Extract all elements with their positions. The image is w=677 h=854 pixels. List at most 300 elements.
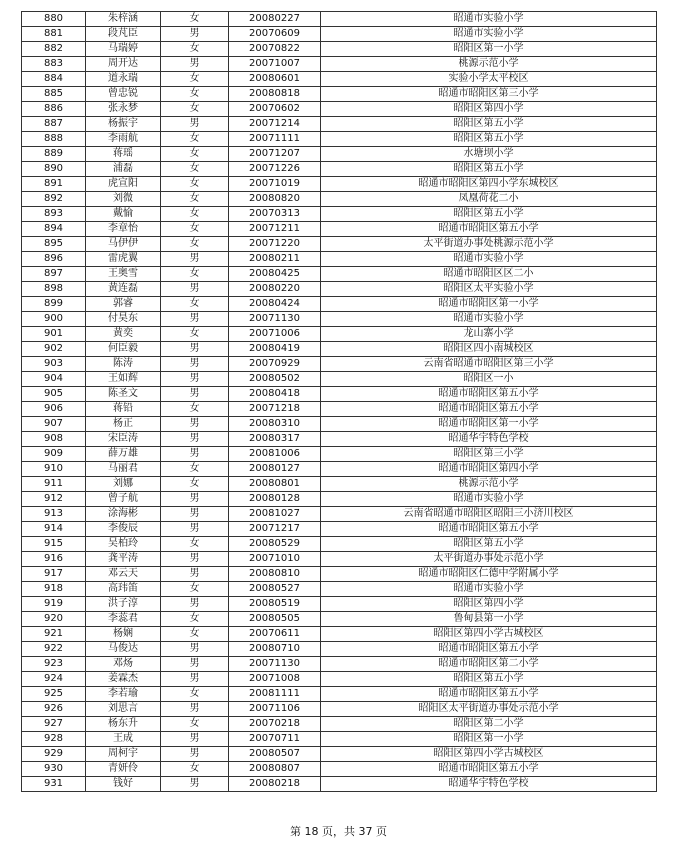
cell-name: 龚平涛 [86,552,161,567]
cell-name: 吴柏玲 [86,537,161,552]
cell-gender: 女 [161,477,229,492]
cell-gender: 男 [161,732,229,747]
cell-gender: 男 [161,507,229,522]
cell-gender: 女 [161,762,229,777]
table-row [22,657,657,672]
cell-gender: 男 [161,57,229,72]
cell-birthdate: 20080419 [229,342,321,357]
table-row [22,282,657,297]
table-row [22,777,657,792]
cell-number: 905 [22,387,86,402]
cell-name: 刘思言 [86,702,161,717]
cell-birthdate: 20071019 [229,177,321,192]
cell-gender: 男 [161,447,229,462]
cell-birthdate: 20080807 [229,762,321,777]
table-row [22,717,657,732]
cell-school: 桃源示范小学 [321,57,657,72]
cell-school: 昭阳区第五小学 [321,132,657,147]
cell-number: 927 [22,717,86,732]
cell-number: 882 [22,42,86,57]
cell-school: 昭通市昭阳区第四小学东城校区 [321,177,657,192]
cell-number: 922 [22,642,86,657]
cell-gender: 女 [161,72,229,87]
cell-school: 昭通市昭阳区第四小学 [321,462,657,477]
cell-name: 刘娜 [86,477,161,492]
cell-gender: 男 [161,357,229,372]
table-row [22,162,657,177]
cell-birthdate: 20071010 [229,552,321,567]
cell-school: 鲁甸县第一小学 [321,612,657,627]
cell-gender: 男 [161,552,229,567]
cell-gender: 女 [161,12,229,27]
cell-name: 蒋铅 [86,402,161,417]
cell-number: 918 [22,582,86,597]
cell-name: 陈圣文 [86,387,161,402]
cell-name: 曾忠锐 [86,87,161,102]
cell-name: 朱梓涵 [86,12,161,27]
cell-number: 890 [22,162,86,177]
cell-birthdate: 20080128 [229,492,321,507]
cell-name: 黄奕 [86,327,161,342]
cell-birthdate: 20070313 [229,207,321,222]
cell-birthdate: 20080425 [229,267,321,282]
student-table [21,11,657,792]
cell-birthdate: 20071130 [229,312,321,327]
cell-gender: 女 [161,537,229,552]
cell-name: 涂海彬 [86,507,161,522]
cell-name: 李蕊君 [86,612,161,627]
cell-school: 太平街道办事处桃源示范小学 [321,237,657,252]
cell-number: 930 [22,762,86,777]
cell-school: 昭通市昭阳区第五小学 [321,687,657,702]
cell-school: 昭通市实验小学 [321,27,657,42]
table-row [22,537,657,552]
table-row [22,177,657,192]
cell-gender: 女 [161,402,229,417]
cell-birthdate: 20071220 [229,237,321,252]
cell-birthdate: 20070711 [229,732,321,747]
table-row [22,762,657,777]
cell-gender: 女 [161,267,229,282]
table-row [22,117,657,132]
cell-number: 901 [22,327,86,342]
table-row [22,57,657,72]
table-row [22,222,657,237]
cell-school: 龙山寨小学 [321,327,657,342]
cell-name: 邓云天 [86,567,161,582]
student-table-body [22,12,657,792]
cell-number: 916 [22,552,86,567]
cell-school: 昭阳区太平实验小学 [321,282,657,297]
cell-school: 昭通市昭阳区第五小学 [321,642,657,657]
table-row [22,27,657,42]
cell-school: 昭阳区第三小学 [321,447,657,462]
cell-gender: 女 [161,627,229,642]
cell-birthdate: 20080317 [229,432,321,447]
cell-gender: 男 [161,342,229,357]
cell-gender: 男 [161,642,229,657]
table-row [22,357,657,372]
table-row [22,207,657,222]
cell-number: 886 [22,102,86,117]
table-row [22,432,657,447]
table-row [22,192,657,207]
cell-gender: 女 [161,612,229,627]
cell-school: 水塘坝小学 [321,147,657,162]
cell-school: 桃源示范小学 [321,477,657,492]
cell-gender: 女 [161,297,229,312]
table-row [22,237,657,252]
cell-birthdate: 20071006 [229,327,321,342]
cell-school: 昭通市昭阳区区二小 [321,267,657,282]
cell-birthdate: 20080529 [229,537,321,552]
cell-birthdate: 20071111 [229,132,321,147]
cell-birthdate: 20080710 [229,642,321,657]
table-row [22,612,657,627]
cell-number: 926 [22,702,86,717]
cell-school: 昭通市实验小学 [321,492,657,507]
cell-name: 黄连磊 [86,282,161,297]
cell-birthdate: 20080810 [229,567,321,582]
cell-birthdate: 20080601 [229,72,321,87]
cell-gender: 男 [161,432,229,447]
cell-school: 昭通市昭阳区第五小学 [321,522,657,537]
cell-name: 姜霖杰 [86,672,161,687]
cell-number: 887 [22,117,86,132]
cell-number: 915 [22,537,86,552]
cell-name: 王成 [86,732,161,747]
cell-birthdate: 20080818 [229,87,321,102]
cell-birthdate: 20080127 [229,462,321,477]
cell-number: 893 [22,207,86,222]
cell-gender: 男 [161,567,229,582]
cell-number: 921 [22,627,86,642]
cell-school: 昭阳区第五小学 [321,537,657,552]
cell-gender: 男 [161,312,229,327]
cell-name: 钱好 [86,777,161,792]
cell-number: 889 [22,147,86,162]
cell-number: 902 [22,342,86,357]
cell-number: 900 [22,312,86,327]
cell-number: 911 [22,477,86,492]
cell-gender: 女 [161,192,229,207]
cell-name: 马俊达 [86,642,161,657]
cell-school: 昭阳区第五小学 [321,162,657,177]
cell-school: 昭阳区第一小学 [321,732,657,747]
cell-name: 浦磊 [86,162,161,177]
cell-school: 昭通市昭阳区第五小学 [321,222,657,237]
cell-birthdate: 20070611 [229,627,321,642]
cell-gender: 女 [161,462,229,477]
page-footer: 第 18 页，共 37 页 [290,825,387,838]
cell-name: 蒋瑶 [86,147,161,162]
cell-name: 周开达 [86,57,161,72]
cell-name: 刘微 [86,192,161,207]
cell-birthdate: 20070602 [229,102,321,117]
cell-school: 昭阳区太平街道办事处示范小学 [321,702,657,717]
cell-birthdate: 20080519 [229,597,321,612]
cell-school: 昭通市实验小学 [321,312,657,327]
cell-birthdate: 20080820 [229,192,321,207]
table-row [22,132,657,147]
cell-name: 马伊伊 [86,237,161,252]
table-row [22,642,657,657]
table-row [22,507,657,522]
cell-gender: 女 [161,327,229,342]
table-row [22,267,657,282]
cell-number: 914 [22,522,86,537]
table-row [22,687,657,702]
cell-number: 883 [22,57,86,72]
cell-birthdate: 20080220 [229,282,321,297]
cell-gender: 女 [161,132,229,147]
cell-name: 曾子航 [86,492,161,507]
cell-birthdate: 20071217 [229,522,321,537]
table-row [22,492,657,507]
cell-gender: 女 [161,162,229,177]
cell-name: 虎宣阳 [86,177,161,192]
table-row [22,462,657,477]
cell-number: 894 [22,222,86,237]
cell-gender: 男 [161,522,229,537]
cell-birthdate: 20081006 [229,447,321,462]
cell-birthdate: 20071211 [229,222,321,237]
table-row [22,402,657,417]
cell-gender: 女 [161,147,229,162]
table-row [22,327,657,342]
cell-number: 909 [22,447,86,462]
cell-name: 段芃臣 [86,27,161,42]
cell-birthdate: 20080505 [229,612,321,627]
cell-birthdate: 20080424 [229,297,321,312]
table-row [22,597,657,612]
cell-name: 道永瑞 [86,72,161,87]
cell-gender: 女 [161,207,229,222]
cell-birthdate: 20080502 [229,372,321,387]
cell-name: 杨娴 [86,627,161,642]
cell-number: 899 [22,297,86,312]
cell-name: 邓炀 [86,657,161,672]
cell-school: 昭通市昭阳区第一小学 [321,417,657,432]
cell-school: 昭阳区第四小学古城校区 [321,747,657,762]
table-row [22,552,657,567]
cell-birthdate: 20071207 [229,147,321,162]
cell-birthdate: 20071214 [229,117,321,132]
cell-name: 李若瑜 [86,687,161,702]
table-row [22,627,657,642]
cell-school: 云南省昭通市昭阳区第三小学 [321,357,657,372]
cell-school: 昭通华宇特色学校 [321,432,657,447]
cell-number: 880 [22,12,86,27]
cell-birthdate: 20081111 [229,687,321,702]
cell-birthdate: 20071130 [229,657,321,672]
table-row [22,42,657,57]
cell-gender: 男 [161,372,229,387]
cell-name: 高玮笛 [86,582,161,597]
cell-birthdate: 20080310 [229,417,321,432]
cell-gender: 男 [161,597,229,612]
cell-number: 925 [22,687,86,702]
cell-school: 昭通市昭阳区第二小学 [321,657,657,672]
cell-number: 929 [22,747,86,762]
cell-name: 张永梦 [86,102,161,117]
cell-school: 昭阳区第四小学 [321,102,657,117]
table-row [22,582,657,597]
cell-number: 908 [22,432,86,447]
cell-school: 昭通市实验小学 [321,252,657,267]
cell-name: 杨振宇 [86,117,161,132]
cell-number: 904 [22,372,86,387]
cell-school: 昭阳区一小 [321,372,657,387]
cell-birthdate: 20071226 [229,162,321,177]
cell-birthdate: 20070609 [229,27,321,42]
table-row [22,297,657,312]
cell-school: 昭阳区第二小学 [321,717,657,732]
cell-birthdate: 20080418 [229,387,321,402]
cell-school: 云南省昭通市昭阳区昭阳三小济川校区 [321,507,657,522]
cell-gender: 女 [161,177,229,192]
cell-name: 李俊辰 [86,522,161,537]
cell-number: 931 [22,777,86,792]
cell-number: 920 [22,612,86,627]
cell-gender: 女 [161,42,229,57]
cell-name: 青妍伶 [86,762,161,777]
cell-number: 919 [22,597,86,612]
cell-birthdate: 20080211 [229,252,321,267]
cell-school: 实验小学太平校区 [321,72,657,87]
cell-birthdate: 20080527 [229,582,321,597]
cell-number: 897 [22,267,86,282]
cell-gender: 女 [161,237,229,252]
table-row [22,702,657,717]
cell-name: 李章怡 [86,222,161,237]
cell-birthdate: 20080218 [229,777,321,792]
table-row [22,147,657,162]
cell-gender: 男 [161,702,229,717]
cell-gender: 女 [161,717,229,732]
cell-school: 昭通市昭阳区第五小学 [321,387,657,402]
cell-school: 昭通华宇特色学校 [321,777,657,792]
cell-gender: 男 [161,672,229,687]
cell-birthdate: 20081027 [229,507,321,522]
cell-number: 928 [22,732,86,747]
cell-school: 昭通市昭阳区第五小学 [321,402,657,417]
cell-gender: 女 [161,87,229,102]
cell-school: 凤凰荷花二小 [321,192,657,207]
table-row [22,477,657,492]
cell-name: 周柯宇 [86,747,161,762]
cell-gender: 男 [161,387,229,402]
cell-gender: 女 [161,222,229,237]
cell-school: 昭通市昭阳区第三小学 [321,87,657,102]
table-row [22,312,657,327]
table-row [22,747,657,762]
cell-school: 昭阳区四小南城校区 [321,342,657,357]
cell-gender: 男 [161,747,229,762]
cell-gender: 女 [161,102,229,117]
cell-name: 戴愉 [86,207,161,222]
cell-name: 付昊东 [86,312,161,327]
cell-name: 杨正 [86,417,161,432]
cell-name: 李雨航 [86,132,161,147]
cell-school: 昭阳区第四小学 [321,597,657,612]
cell-number: 907 [22,417,86,432]
cell-name: 王奥雪 [86,267,161,282]
cell-name: 雷虎翼 [86,252,161,267]
cell-school: 昭通市昭阳区仁德中学附属小学 [321,567,657,582]
cell-gender: 女 [161,687,229,702]
cell-school: 昭通市昭阳区第五小学 [321,762,657,777]
cell-number: 896 [22,252,86,267]
cell-birthdate: 20070218 [229,717,321,732]
cell-name: 马丽君 [86,462,161,477]
cell-birthdate: 20080227 [229,12,321,27]
cell-school: 昭通市昭阳区第一小学 [321,297,657,312]
cell-number: 917 [22,567,86,582]
cell-name: 陈涛 [86,357,161,372]
cell-number: 884 [22,72,86,87]
table-row [22,72,657,87]
student-table-container [21,11,656,792]
cell-name: 马瑞婷 [86,42,161,57]
cell-birthdate: 20071007 [229,57,321,72]
table-row [22,87,657,102]
table-row [22,522,657,537]
cell-name: 郭睿 [86,297,161,312]
table-row [22,342,657,357]
cell-number: 885 [22,87,86,102]
cell-number: 912 [22,492,86,507]
cell-name: 何臣毅 [86,342,161,357]
cell-school: 昭通市实验小学 [321,12,657,27]
cell-number: 906 [22,402,86,417]
cell-number: 913 [22,507,86,522]
table-row [22,252,657,267]
cell-number: 895 [22,237,86,252]
cell-gender: 女 [161,582,229,597]
cell-name: 王如辉 [86,372,161,387]
cell-number: 892 [22,192,86,207]
table-row [22,102,657,117]
cell-number: 924 [22,672,86,687]
table-row [22,447,657,462]
cell-gender: 男 [161,417,229,432]
cell-birthdate: 20070929 [229,357,321,372]
table-row [22,732,657,747]
cell-school: 昭阳区第五小学 [321,672,657,687]
cell-gender: 男 [161,252,229,267]
cell-number: 903 [22,357,86,372]
table-row [22,12,657,27]
cell-name: 薛万雄 [86,447,161,462]
cell-birthdate: 20070822 [229,42,321,57]
cell-gender: 男 [161,117,229,132]
cell-birthdate: 20071218 [229,402,321,417]
cell-school: 昭阳区第四小学古城校区 [321,627,657,642]
cell-gender: 男 [161,492,229,507]
cell-gender: 男 [161,282,229,297]
cell-gender: 男 [161,27,229,42]
cell-school: 昭阳区第一小学 [321,42,657,57]
cell-name: 宋臣涛 [86,432,161,447]
cell-birthdate: 20080801 [229,477,321,492]
cell-name: 杨东升 [86,717,161,732]
cell-school: 昭通市实验小学 [321,582,657,597]
cell-school: 昭阳区第五小学 [321,207,657,222]
cell-gender: 男 [161,777,229,792]
cell-name: 洪子淳 [86,597,161,612]
cell-number: 898 [22,282,86,297]
